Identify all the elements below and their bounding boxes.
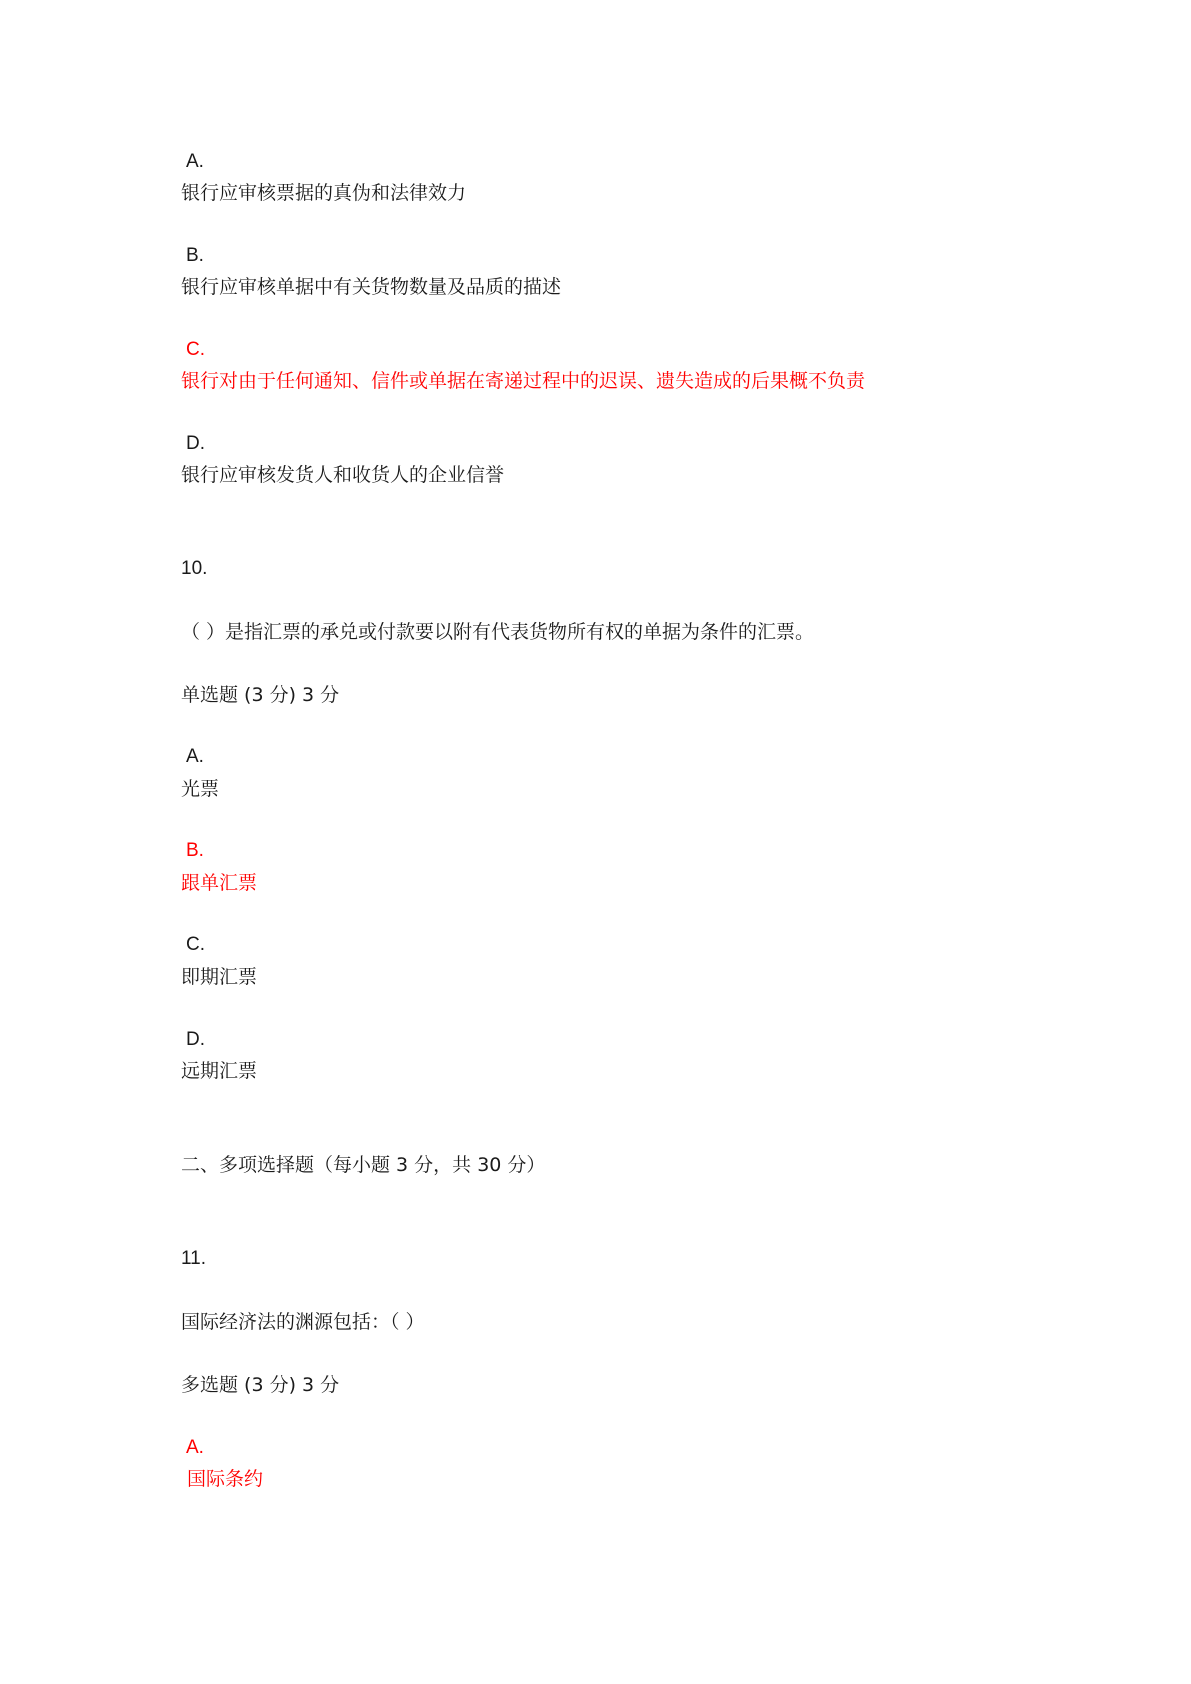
option-text-c-correct: 银行对由于任何通知、信件或单据在寄递过程中的迟误、遗失造成的后果概不负责 (181, 370, 866, 392)
option-label-c-correct: C. (186, 339, 205, 360)
option-text-d: 远期汇票 (181, 1060, 258, 1082)
question-number: 10. (181, 558, 208, 579)
option-text-a: 光票 (181, 778, 220, 800)
question-number: 11. (181, 1248, 207, 1269)
option-text-b-correct: 跟单汇票 (181, 872, 258, 894)
option-label-a: A. (186, 151, 204, 172)
option-text-c: 即期汇票 (181, 966, 258, 988)
option-text-b: 银行应审核单据中有关货物数量及品质的描述 (181, 276, 562, 298)
option-label-a: A. (186, 746, 204, 767)
question-stem: 国际经济法的渊源包括：（ ） (181, 1311, 425, 1333)
question-stem: （ ）是指汇票的承兑或付款要以附有代表货物所有权的单据为条件的汇票。 (181, 621, 815, 643)
option-label-b-correct: B. (186, 840, 204, 861)
option-text-a-correct: 国际条约 (187, 1468, 264, 1490)
option-label-d: D. (186, 433, 205, 454)
option-label-a-correct: A. (186, 1437, 204, 1458)
section-heading: 二、多项选择题（每小题 3 分，共 30 分） (181, 1154, 546, 1176)
option-text-d: 银行应审核发货人和收货人的企业信誉 (181, 464, 505, 486)
question-type: 单选题 (3 分) 3 分 (181, 684, 340, 706)
option-label-c: C. (186, 934, 205, 955)
question-type: 多选题 (3 分) 3 分 (181, 1374, 340, 1396)
option-label-b: B. (186, 245, 204, 266)
option-text-a: 银行应审核票据的真伪和法律效力 (181, 182, 467, 204)
option-label-d: D. (186, 1029, 205, 1050)
